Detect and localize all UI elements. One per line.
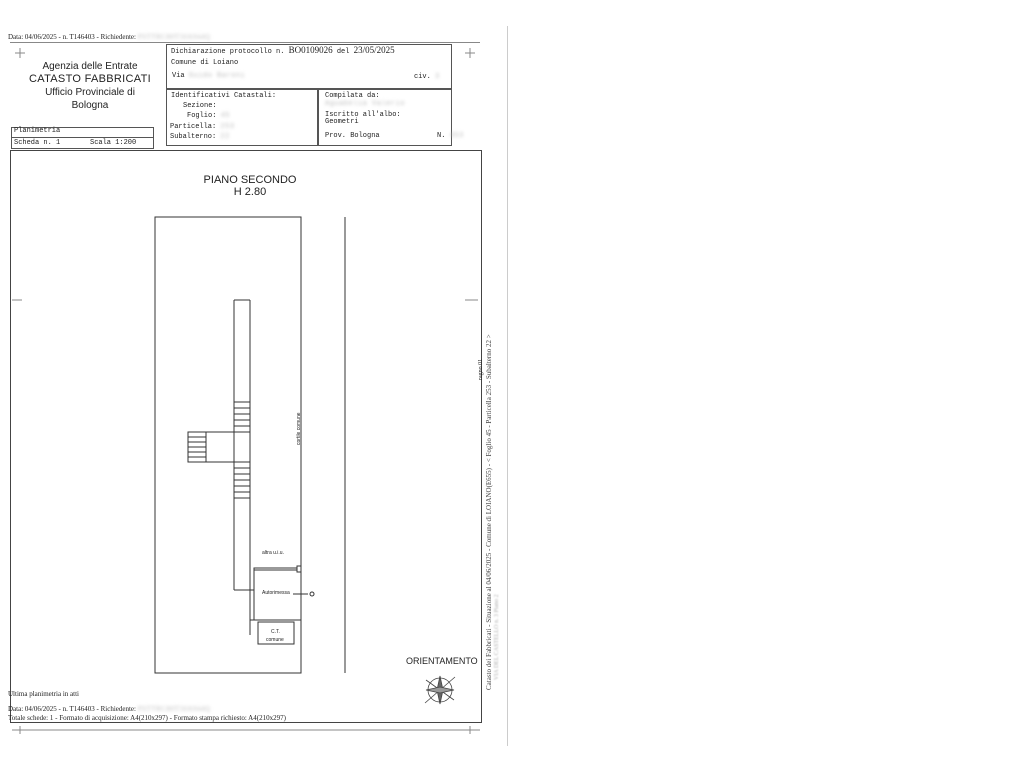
n-label: N. (437, 132, 446, 140)
totale-schede: Totale schede: 1 - Formato di acquisizione: A4(210x297) - Formato stampa richiesto: A4(210x297) (8, 714, 286, 722)
via-redacted: Guido Baroni (188, 72, 246, 80)
side-map-label (478, 359, 484, 380)
compiled-label: Compilata da: (325, 92, 380, 100)
planimetria-label: Planimetria (14, 127, 61, 135)
protocol-number: BO0109026 (288, 45, 333, 55)
floor-height: H 2.80 (233, 186, 267, 198)
civ-label: civ. (414, 73, 431, 81)
particella-redacted: 253 (220, 123, 235, 131)
side-address-text: VIA DEL CASTELLO n. 3 Piano 2 (494, 594, 500, 680)
comune-line: Comune di Loiano (171, 59, 239, 67)
scala-label: Scala 1:200 (90, 139, 137, 147)
catasto-title: CATASTO FABBRICATI (29, 73, 151, 85)
side-map-text: ragno 01 (478, 358, 484, 380)
autorimessa-label: Autorimessa (262, 590, 290, 596)
protocol-date-label: del (336, 48, 350, 56)
iscritto-label: Iscritto all'albo: (325, 111, 401, 119)
altra-uiu-label: altra u.i.u. (262, 550, 284, 556)
via-label: Via (172, 72, 185, 80)
agency-name: Agenzia delle Entrate (42, 61, 138, 72)
bottom-request-text: Data: 04/06/2025 - n. T146403 - Richiedente: (8, 705, 136, 713)
orientamento-label: ORIENTAMENTO (406, 656, 478, 666)
compiled-name-redacted: Aguabelia Valerio (325, 100, 405, 108)
protocol-label: Dichiarazione protocollo n. (171, 48, 285, 56)
foglio-redacted: 45 (220, 112, 231, 120)
subalterno-label: Subalterno: (170, 133, 217, 141)
top-request-redacted: PSTTRC80T50A944Q (137, 33, 211, 41)
protocol-date: 23/05/2025 (353, 45, 395, 55)
civ-redacted: 3 (435, 73, 440, 81)
floor-name: PIANO SECONDO (203, 174, 297, 186)
compass-icon (425, 676, 455, 704)
cortile-label: cortile comune (296, 412, 302, 445)
floor-plan (0, 0, 510, 768)
subalterno-redacted: 22 (220, 133, 230, 141)
top-request-text: Data: 04/06/2025 - n. T146403 - Richiedente: (8, 33, 136, 41)
sezione-label: Sezione: (183, 102, 217, 110)
particella-label: Particella: (170, 123, 217, 131)
ufficio-label: Ufficio Provinciale di (45, 87, 135, 98)
comune-room-label: comune (266, 637, 284, 643)
building-outline (155, 217, 301, 673)
bottom-request-line (8, 705, 210, 713)
bottom-request-redacted: PSTTRC80T50A944Q (137, 705, 211, 713)
ufficio-city: Bologna (71, 100, 109, 111)
prov-label: Prov. Bologna (325, 132, 380, 140)
scheda-number: Scheda n. 1 (14, 139, 61, 147)
foglio-label: Foglio: (187, 112, 217, 120)
n-redacted: 453 (449, 132, 464, 140)
identifiers-title: Identificativi Catastali: (171, 92, 277, 100)
ct-label: C.T. (271, 629, 280, 635)
ultima-planimetria: Ultima planimetria in atti (8, 690, 79, 698)
iscritto-value: Geometri (325, 118, 359, 126)
